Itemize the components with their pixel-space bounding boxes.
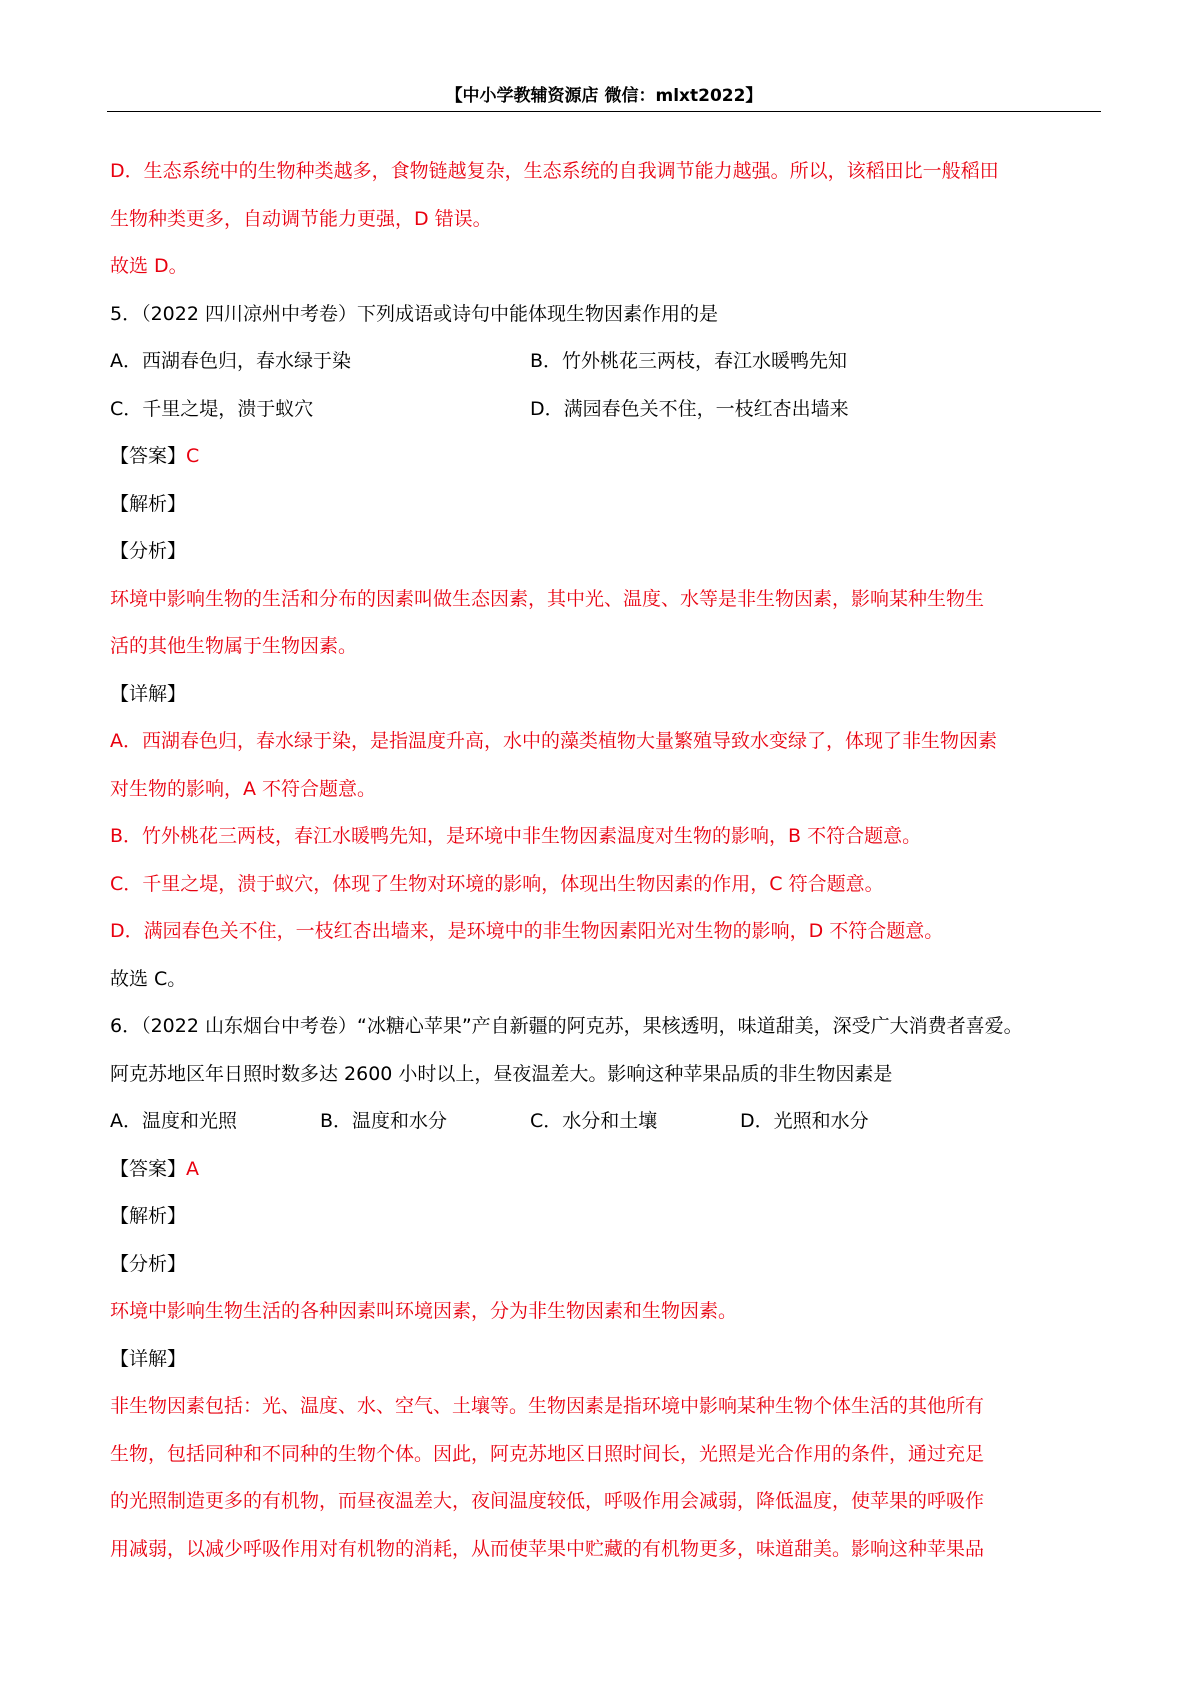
header-divider	[107, 111, 1101, 112]
q6-jiexi-label: 【解析】	[110, 1205, 187, 1227]
q6-answer-label: 【答案】	[110, 1157, 187, 1180]
q5-detail-a-line2: 对生物的影响，A 不符合题意。	[110, 777, 377, 800]
q5-fenxi-line2: 活的其他生物属于生物因素。	[110, 635, 358, 657]
q4-conclusion: 故选 D。	[110, 255, 188, 277]
q6-options-row	[110, 1098, 1105, 1146]
q6-option-d: D．光照和水分	[740, 1110, 869, 1132]
page-header: 【中小学教辅资源店 微信：mlxt2022】	[445, 86, 763, 106]
q5-answer-value: C	[186, 445, 200, 467]
q5-conclusion: 故选 C。	[110, 967, 187, 990]
q6-xiangjie-label: 【详解】	[110, 1347, 187, 1370]
q5-fenxi-label: 【分析】	[110, 540, 187, 562]
q5-option-b: B．竹外桃花三两枝，春江水暖鸭先知	[530, 350, 848, 372]
q5-fenxi-line1: 环境中影响生物的生活和分布的因素叫做生态因素，其中光、温度、水等是非生物因素，影响某种生物生	[110, 587, 985, 610]
q5-stem: 5．（2022 四川凉州中考卷）下列成语或诗句中能体现生物因素作用的是	[110, 302, 718, 325]
document-body	[110, 148, 1105, 1573]
q6-detail-line2: 生物，包括同种和不同种的生物个体。因此，阿克苏地区日照时间长，光照是光合作用的条件，通过充足	[110, 1442, 985, 1465]
q6-fenxi-label: 【分析】	[110, 1252, 187, 1275]
q5-xiangjie-label: 【详解】	[110, 682, 187, 705]
q6-option-b: B．温度和水分	[320, 1110, 448, 1132]
q6-fenxi-line1: 环境中影响生物生活的各种因素叫环境因素，分为非生物因素和生物因素。	[110, 1300, 738, 1322]
q6-answer-value: A	[186, 1157, 200, 1180]
q5-jiexi-label: 【解析】	[110, 492, 187, 515]
q6-option-c: C．水分和土壤	[530, 1110, 658, 1132]
q6-option-a: A．温度和光照	[110, 1110, 237, 1132]
q5-answer-label: 【答案】	[110, 445, 187, 467]
q5-detail-d: D．满园春色关不住，一枝红杏出墙来，是环境中的非生物因素阳光对生物的影响，D 不符合题意。	[110, 920, 944, 942]
q5-detail-c: C．千里之堤，溃于蚁穴，体现了生物对环境的影响，体现出生物因素的作用，C 符合题意。	[110, 872, 884, 895]
q5-option-a: A．西湖春色归，春水绿于染	[110, 350, 351, 372]
q6-detail-line4: 用减弱，以减少呼吸作用对有机物的消耗，从而使苹果中贮藏的有机物更多，味道甜美。影响这种苹果品	[110, 1537, 985, 1560]
q5-options-row2	[110, 386, 1105, 434]
q5-option-d: D．满园春色关不住，一枝红杏出墙来	[530, 397, 849, 420]
q4-detail-d-line2: 生物种类更多，自动调节能力更强，D 错误。	[110, 207, 492, 230]
q5-answer	[110, 433, 1105, 481]
q6-stem-line1: 6．（2022 山东烟台中考卷）“冰糖心苹果”产自新疆的阿克苏，果核透明，味道甜美，深受广大消费者喜爱。	[110, 1015, 1023, 1037]
q5-detail-b: B．竹外桃花三两枝，春江水暖鸭先知，是环境中非生物因素温度对生物的影响，B 不符合题意。	[110, 825, 922, 847]
q6-detail-line3: 的光照制造更多的有机物，而昼夜温差大，夜间温度较低，呼吸作用会减弱，降低温度，使苹果的呼吸作	[110, 1490, 985, 1512]
q5-options-row1	[110, 338, 1105, 386]
q6-answer	[110, 1146, 1105, 1194]
q6-stem-line2: 阿克苏地区年日照时数多达 2600 小时以上，昼夜温差大。影响这种苹果品质的非生物因素是	[110, 1062, 893, 1085]
q6-detail-line1: 非生物因素包括：光、温度、水、空气、土壤等。生物因素是指环境中影响某种生物个体生活的其他所有	[110, 1395, 985, 1417]
q5-option-c: C．千里之堤，溃于蚁穴	[110, 397, 314, 420]
q5-detail-a-line1: A．西湖春色归，春水绿于染，是指温度升高，水中的藻类植物大量繁殖导致水变绿了，体现了非生物因素	[110, 730, 998, 752]
q4-detail-d-line1: D．生态系统中的生物种类越多，食物链越复杂，生态系统的自我调节能力越强。所以，该稻田比一般稻田	[110, 160, 999, 182]
